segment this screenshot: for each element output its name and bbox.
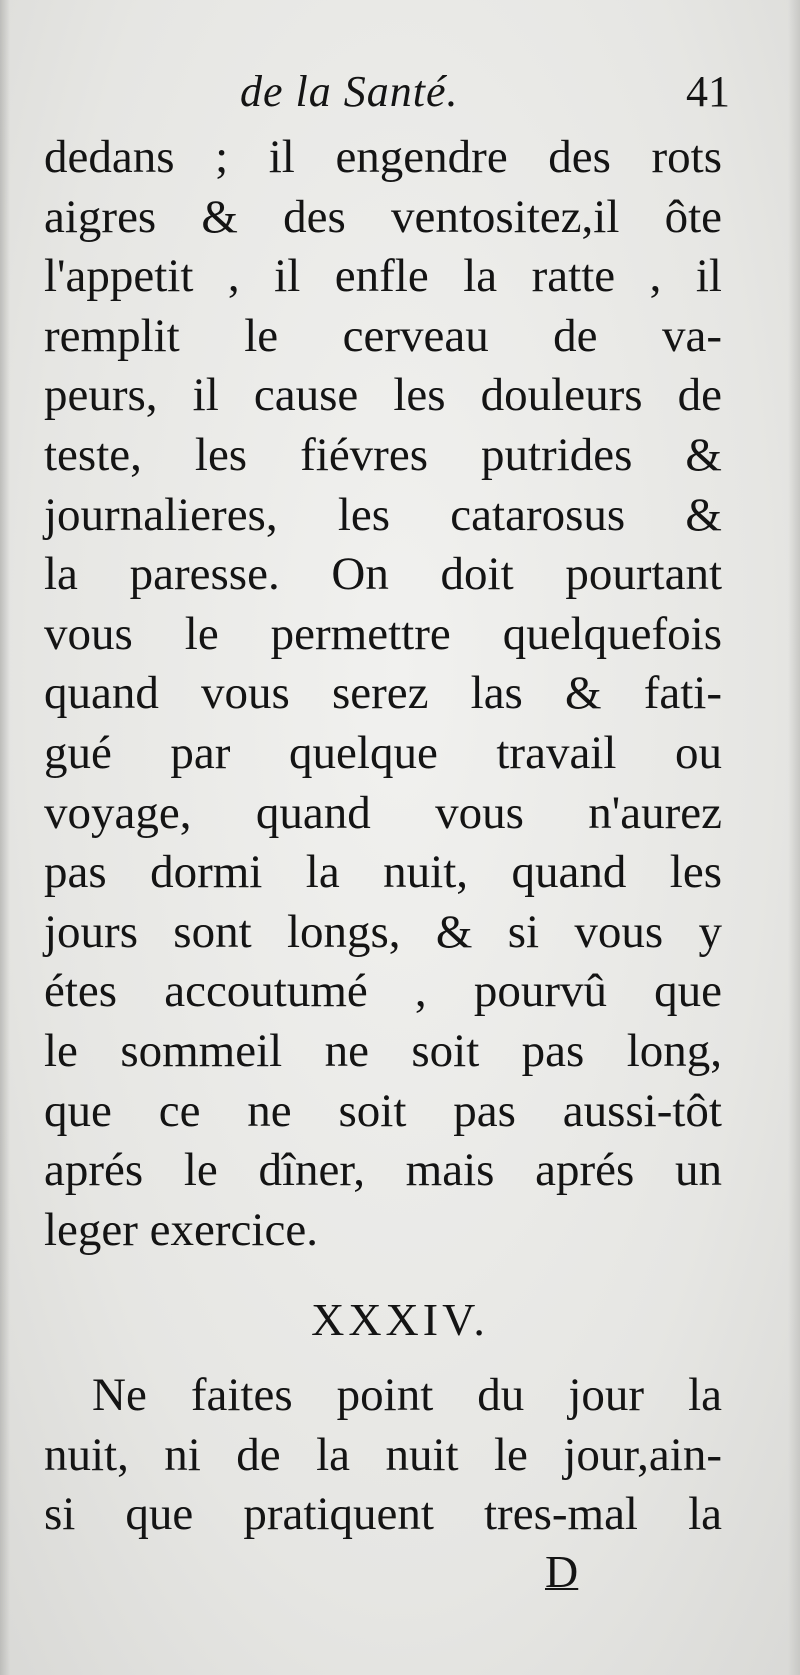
text-line: voyage, quand vous n'aurez: [44, 786, 722, 839]
page-header: [40, 58, 730, 128]
text-line: aprés le dîner, mais aprés un: [44, 1144, 722, 1197]
page-left-edge-shadow: [0, 0, 10, 1675]
page-right-edge-shadow: [788, 0, 800, 1675]
section-line: si que pratiquent tres-mal la: [44, 1488, 722, 1541]
text-line: teste, les fiévres putrides &: [44, 428, 722, 481]
text-line: que ce ne soit pas aussi-tôt: [44, 1084, 722, 1137]
text-line: gué par quelque travail ou: [44, 726, 722, 779]
text-line: la paresse. On doit pourtant: [44, 548, 722, 601]
section-line: nuit, ni de la nuit le jour,ain-: [44, 1428, 722, 1481]
text-line: pas dormi la nuit, quand les: [44, 846, 722, 899]
text-line: l'appetit , il enfle la ratte , il: [44, 250, 722, 303]
text-line: quand vous serez las & fati-: [44, 667, 722, 720]
page-number: 41: [686, 67, 730, 116]
body-paragraph: [44, 128, 722, 1260]
text-line: aigres & des ventositez,il ôte: [44, 190, 722, 243]
section-line: Ne faites point du jour la: [92, 1369, 722, 1421]
section-heading: XXXIV.: [311, 1294, 489, 1345]
text-line: le sommeil ne soit pas long,: [44, 1024, 722, 1077]
text-line: dedans ; il engendre des rots: [44, 131, 722, 183]
section-paragraph: [44, 1366, 722, 1545]
text-line: journalieres, les catarosus &: [44, 488, 722, 541]
text-line-last: leger exercice.: [44, 1203, 318, 1256]
text-line: peurs, il cause les douleurs de: [44, 369, 722, 422]
running-title: de la Santé.: [240, 67, 459, 116]
text-line: étes accoutumé , pourvû que: [44, 965, 722, 1018]
signature-mark: D: [545, 1546, 579, 1597]
text-line: vous le permettre quelquefois: [44, 607, 722, 660]
text-line: remplit le cerveau de va-: [44, 309, 722, 362]
text-line: jours sont longs, & si vous y: [44, 905, 722, 958]
